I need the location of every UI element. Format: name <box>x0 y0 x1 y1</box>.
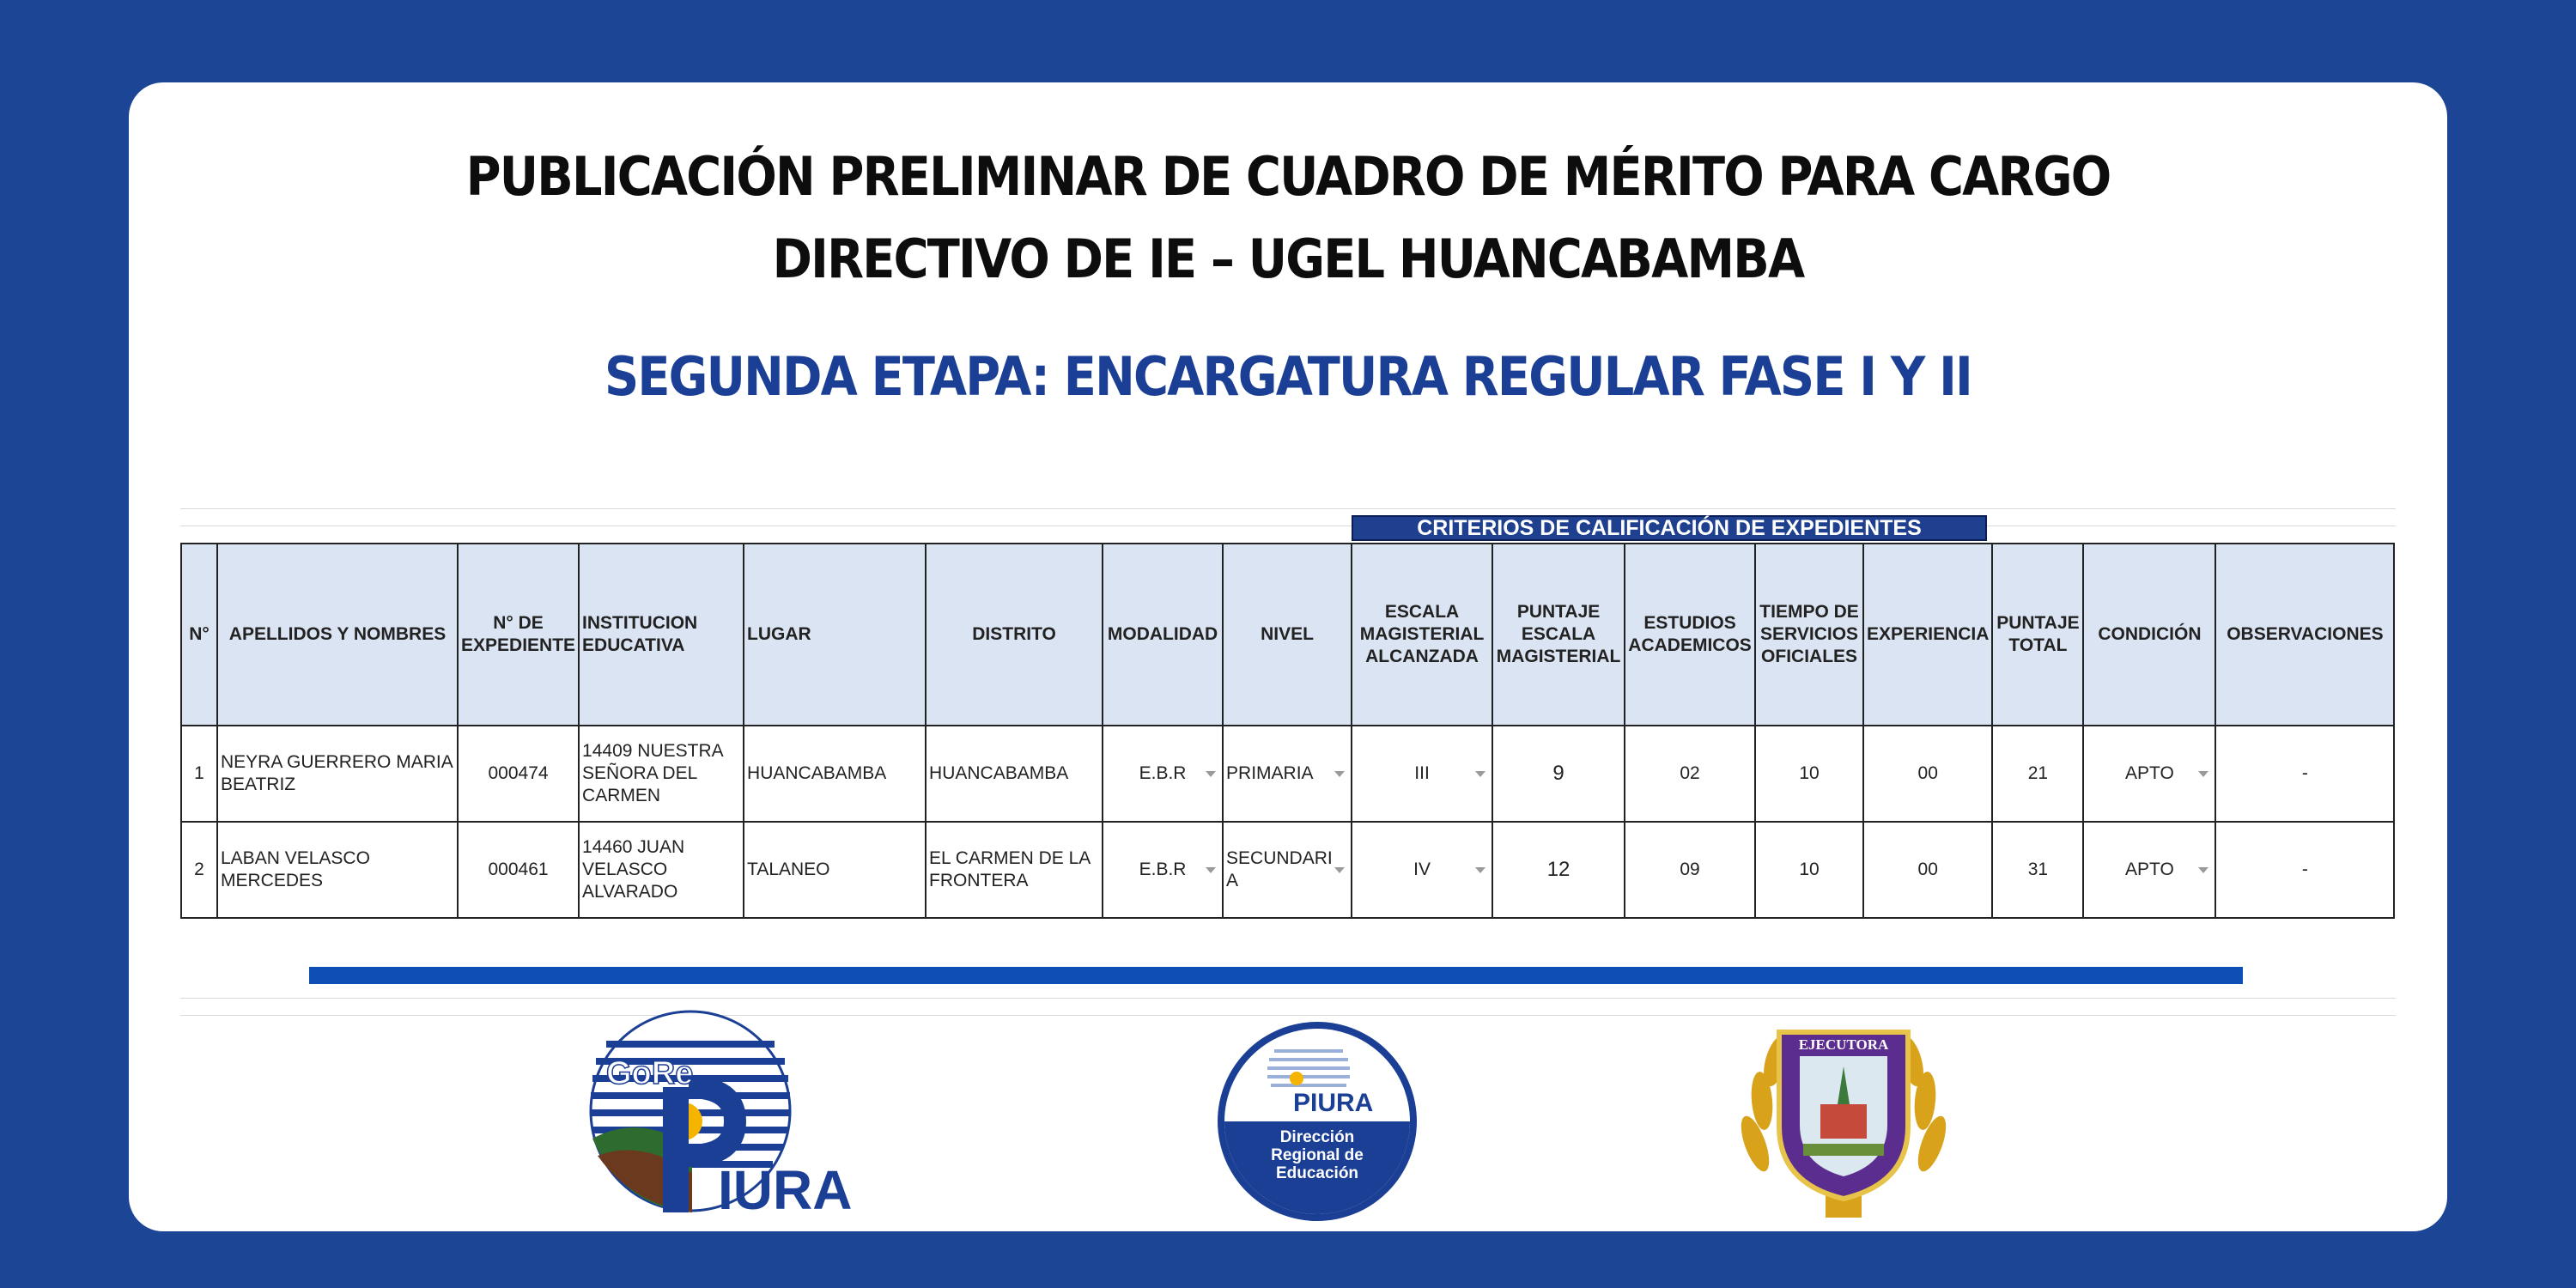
header-institucion: INSTITUCION EDUCATIVA <box>579 544 744 726</box>
cell-puntaje-escala: 12 <box>1492 822 1625 918</box>
cell-expediente: 000474 <box>458 726 579 822</box>
page-subtitle: SEGUNDA ETAPA: ENCARGATURA REGULAR FASE I Y II <box>604 345 1972 408</box>
header-nombres: APELLIDOS Y NOMBRES <box>217 544 458 726</box>
cell-condicion-dropdown[interactable] <box>2083 822 2215 918</box>
cell-estudios: 09 <box>1625 822 1755 918</box>
dropdown-arrow-icon <box>1475 867 1485 873</box>
dropdown-arrow-icon <box>2198 771 2208 777</box>
header-modalidad: MODALIDAD <box>1103 544 1223 726</box>
page-title <box>245 136 2331 301</box>
cell-distrito: EL CARMEN DE LA FRONTERA <box>926 822 1103 918</box>
header-condicion: CONDICIÓN <box>2083 544 2215 726</box>
cell-condicion: APTO <box>2125 763 2174 783</box>
table-row <box>181 822 2394 918</box>
cell-observaciones: - <box>2215 822 2394 918</box>
crest-text: EJECUTORA <box>1798 1036 1889 1053</box>
cell-lugar: HUANCABAMBA <box>744 726 926 822</box>
gore-piura-logo-icon <box>589 1010 864 1216</box>
cell-modalidad-dropdown[interactable] <box>1103 822 1223 918</box>
header-observaciones: OBSERVACIONES <box>2215 544 2394 726</box>
ugel-crest-icon <box>1736 1015 1951 1221</box>
cell-puntaje-total: 21 <box>1992 726 2083 822</box>
dropdown-arrow-icon <box>2198 867 2208 873</box>
cell-tiempo: 10 <box>1755 726 1863 822</box>
header-distrito: DISTRITO <box>926 544 1103 726</box>
cell-nivel: SECUNDARIA <box>1226 848 1333 890</box>
dre-caption-text: Dirección Regional de Educación <box>1271 1128 1364 1182</box>
cell-experiencia: 00 <box>1863 726 1992 822</box>
header-nivel: NIVEL <box>1223 544 1352 726</box>
cell-nivel-dropdown[interactable] <box>1223 822 1352 918</box>
cell-distrito: HUANCABAMBA <box>926 726 1103 822</box>
page-title-line-1: PUBLICACIÓN PRELIMINAR DE CUADRO DE MÉRITO PARA CARGO <box>465 145 2111 208</box>
header-num: N° <box>181 544 217 726</box>
cell-num: 2 <box>181 822 217 918</box>
cell-nombres: NEYRA GUERRERO MARIA BEATRIZ <box>217 726 458 822</box>
gore-logo-text: GoRe <box>606 1055 694 1091</box>
cell-nivel: PRIMARIA <box>1226 763 1314 783</box>
cell-nivel-dropdown[interactable] <box>1223 726 1352 822</box>
header-experiencia: EXPERIENCIA <box>1863 544 1992 726</box>
dropdown-arrow-icon <box>1206 771 1216 777</box>
header-puntaje-escala: PUNTAJE ESCALA MAGISTERIAL <box>1492 544 1625 726</box>
dropdown-arrow-icon <box>1334 771 1345 777</box>
table-header-row <box>181 544 2394 726</box>
page-title-line-2: DIRECTIVO DE IE – UGEL HUANCABAMBA <box>772 228 1804 290</box>
cell-num: 1 <box>181 726 217 822</box>
header-lugar: LUGAR <box>744 544 926 726</box>
cell-puntaje-total: 31 <box>1992 822 2083 918</box>
header-expediente: N° DE EXPEDIENTE <box>458 544 579 726</box>
cell-condicion-dropdown[interactable] <box>2083 726 2215 822</box>
spreadsheet-capture <box>180 508 2396 1024</box>
cell-escala: III <box>1414 763 1430 783</box>
cell-puntaje-escala: 9 <box>1492 726 1625 822</box>
cell-modalidad: E.B.R <box>1139 860 1187 879</box>
cell-institucion: 14409 NUESTRA SEÑORA DEL CARMEN <box>579 726 744 822</box>
criteria-group-header: CRITERIOS DE CALIFICACIÓN DE EXPEDIENTES <box>1352 515 1987 541</box>
table-row <box>181 726 2394 822</box>
cell-nombres: LABAN VELASCO MERCEDES <box>217 822 458 918</box>
divider-bar <box>309 967 2243 984</box>
dre-piura-logo-icon <box>1214 1018 1420 1224</box>
cell-modalidad-dropdown[interactable] <box>1103 726 1223 822</box>
header-escala: ESCALA MAGISTERIAL ALCANZADA <box>1352 544 1492 726</box>
cell-lugar: TALANEO <box>744 822 926 918</box>
dropdown-arrow-icon <box>1206 867 1216 873</box>
cell-escala-dropdown[interactable] <box>1352 822 1492 918</box>
cell-estudios: 02 <box>1625 726 1755 822</box>
content-card <box>129 82 2447 1231</box>
cell-experiencia: 00 <box>1863 822 1992 918</box>
dropdown-arrow-icon <box>1334 867 1345 873</box>
cell-expediente: 000461 <box>458 822 579 918</box>
cell-modalidad: E.B.R <box>1139 763 1187 783</box>
piura-logo-text: IURA <box>718 1159 853 1216</box>
dropdown-arrow-icon <box>1475 771 1485 777</box>
header-tiempo: TIEMPO DE SERVICIOS OFICIALES <box>1755 544 1863 726</box>
cell-escala: IV <box>1413 860 1431 879</box>
cell-institucion: 14460 JUAN VELASCO ALVARADO <box>579 822 744 918</box>
cell-observaciones: - <box>2215 726 2394 822</box>
header-estudios: ESTUDIOS ACADEMICOS <box>1625 544 1755 726</box>
merit-table <box>180 543 2395 919</box>
cell-tiempo: 10 <box>1755 822 1863 918</box>
cell-condicion: APTO <box>2125 860 2174 879</box>
dre-piura-text: PIURA <box>1293 1089 1374 1117</box>
header-puntaje-total: PUNTAJE TOTAL <box>1992 544 2083 726</box>
cell-escala-dropdown[interactable] <box>1352 726 1492 822</box>
